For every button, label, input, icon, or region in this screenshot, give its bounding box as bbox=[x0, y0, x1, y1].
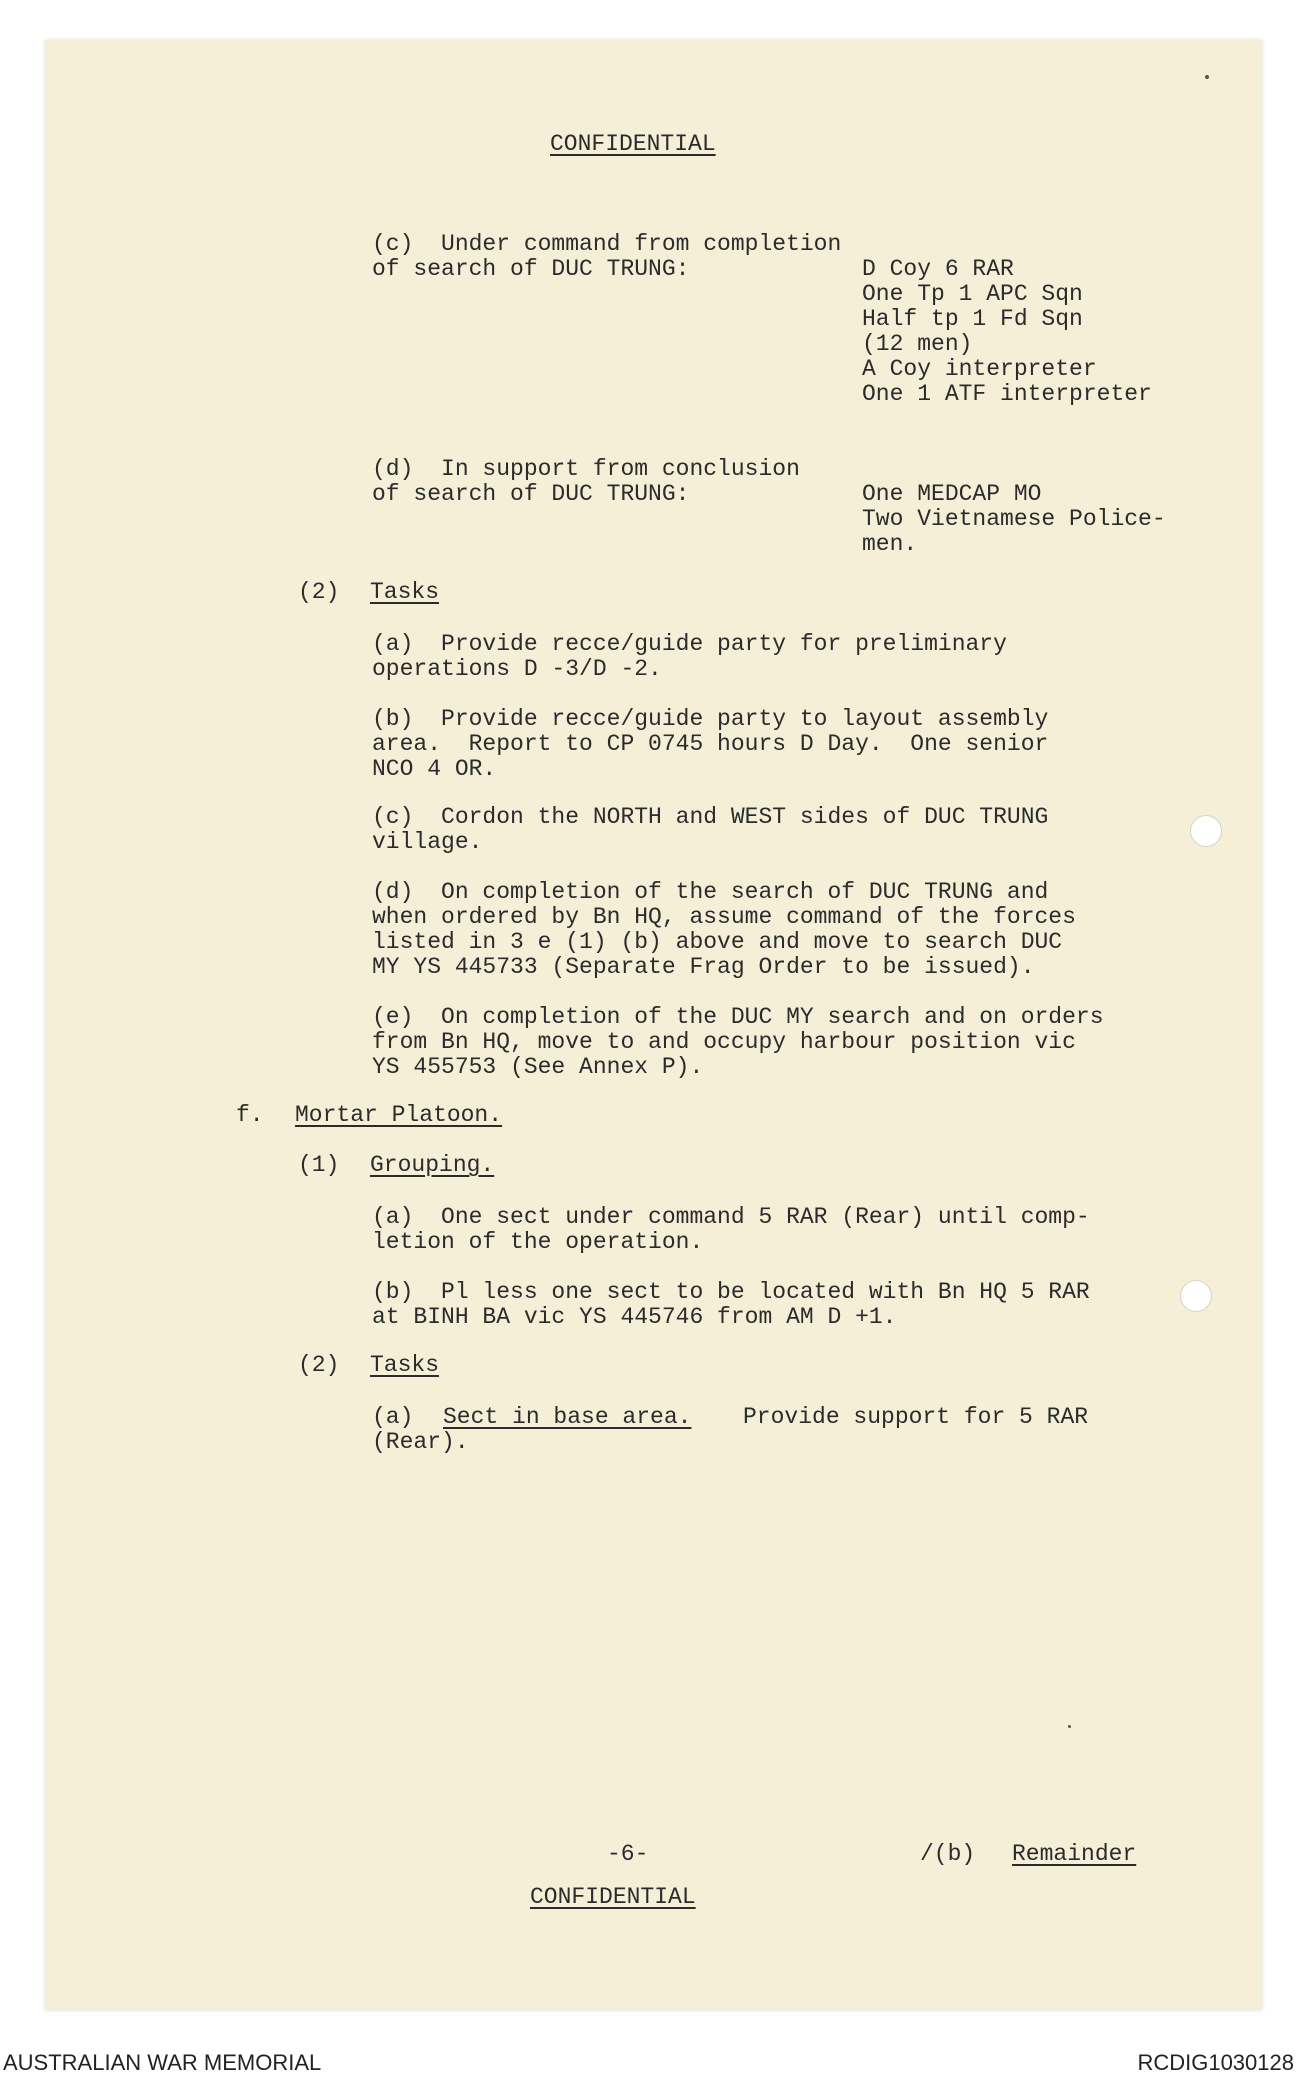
task-d-line-1: (d) On completion of the search of DUC TRUNG and bbox=[372, 879, 1049, 905]
mortar-task-a-number: (a) bbox=[372, 1404, 414, 1430]
section-f-letter: f. bbox=[236, 1102, 264, 1128]
paper-speck bbox=[1205, 75, 1209, 79]
tasks-heading: Tasks bbox=[370, 579, 440, 605]
mortar-tasks-heading: Tasks bbox=[370, 1352, 440, 1378]
task-e-line-1: (e) On completion of the DUC MY search and on orders bbox=[372, 1004, 1104, 1030]
para-c-line-1: (c) Under command from completion bbox=[372, 231, 842, 257]
mortar-tasks-number: (2) bbox=[298, 1352, 340, 1378]
task-e-line-3: YS 455753 (See Annex P). bbox=[372, 1054, 704, 1080]
task-b-line-2: area. Report to CP 0745 hours D Day. One senior bbox=[372, 731, 1049, 757]
para-c-force-5: A Coy interpreter bbox=[862, 356, 1097, 382]
mortar-task-a-text: Provide support for 5 RAR bbox=[743, 1404, 1089, 1430]
grouping-b-line-1: (b) Pl less one sect to be located with Bn HQ 5 RAR bbox=[372, 1279, 1090, 1305]
classification-header: CONFIDENTIAL bbox=[550, 131, 716, 157]
grouping-heading: Grouping. bbox=[370, 1152, 495, 1178]
continuation-prefix: /(b) bbox=[920, 1841, 976, 1867]
continuation-word: Remainder bbox=[1012, 1841, 1137, 1867]
task-a-line-2: operations D -3/D -2. bbox=[372, 656, 662, 682]
para-d-support-3: men. bbox=[862, 531, 918, 557]
grouping-b-line-2: at BINH BA vic YS 445746 from AM D +1. bbox=[372, 1304, 897, 1330]
paper-speck bbox=[1068, 1725, 1071, 1728]
para-c-force-4: (12 men) bbox=[862, 331, 973, 357]
punch-hole-upper bbox=[1190, 815, 1222, 847]
para-c-line-2: of search of DUC TRUNG: bbox=[372, 256, 690, 282]
para-c-force-1: D Coy 6 RAR bbox=[862, 256, 1014, 282]
page-number: -6- bbox=[607, 1841, 649, 1867]
task-c-line-1: (c) Cordon the NORTH and WEST sides of DUC TRUNG bbox=[372, 804, 1049, 830]
punch-hole-lower bbox=[1180, 1280, 1212, 1312]
para-d-support-1: One MEDCAP MO bbox=[862, 481, 1042, 507]
grouping-a-line-2: letion of the operation. bbox=[372, 1229, 704, 1255]
task-c-line-2: village. bbox=[372, 829, 483, 855]
mortar-task-a-heading: Sect in base area. bbox=[443, 1404, 692, 1430]
para-d-support-2: Two Vietnamese Police- bbox=[862, 506, 1166, 532]
task-d-line-3: listed in 3 e (1) (b) above and move to search DUC bbox=[372, 929, 1063, 955]
task-b-line-1: (b) Provide recce/guide party to layout assembly bbox=[372, 706, 1049, 732]
para-c-force-3: Half tp 1 Fd Sqn bbox=[862, 306, 1083, 332]
mortar-task-a-line-2: (Rear). bbox=[372, 1429, 469, 1455]
grouping-a-line-1: (a) One sect under command 5 RAR (Rear) until comp- bbox=[372, 1204, 1090, 1230]
task-a-line-1: (a) Provide recce/guide party for preliminary bbox=[372, 631, 1007, 657]
task-b-line-3: NCO 4 OR. bbox=[372, 756, 497, 782]
task-d-line-2: when ordered by Bn HQ, assume command of the forces bbox=[372, 904, 1076, 930]
tasks-number: (2) bbox=[298, 579, 340, 605]
section-f-heading: Mortar Platoon. bbox=[295, 1102, 503, 1128]
para-c-force-2: One Tp 1 APC Sqn bbox=[862, 281, 1083, 307]
grouping-number: (1) bbox=[298, 1152, 340, 1178]
archive-name: AUSTRALIAN WAR MEMORIAL bbox=[3, 2050, 322, 2075]
classification-footer: CONFIDENTIAL bbox=[530, 1884, 696, 1910]
task-e-line-2: from Bn HQ, move to and occupy harbour position vic bbox=[372, 1029, 1076, 1055]
para-c-force-6: One 1 ATF interpreter bbox=[862, 381, 1152, 407]
para-d-line-1: (d) In support from conclusion bbox=[372, 456, 800, 482]
archive-reference: RCDIG1030128 bbox=[1137, 2050, 1294, 2075]
task-d-line-4: MY YS 445733 (Separate Frag Order to be issued). bbox=[372, 954, 1035, 980]
para-d-line-2: of search of DUC TRUNG: bbox=[372, 481, 690, 507]
